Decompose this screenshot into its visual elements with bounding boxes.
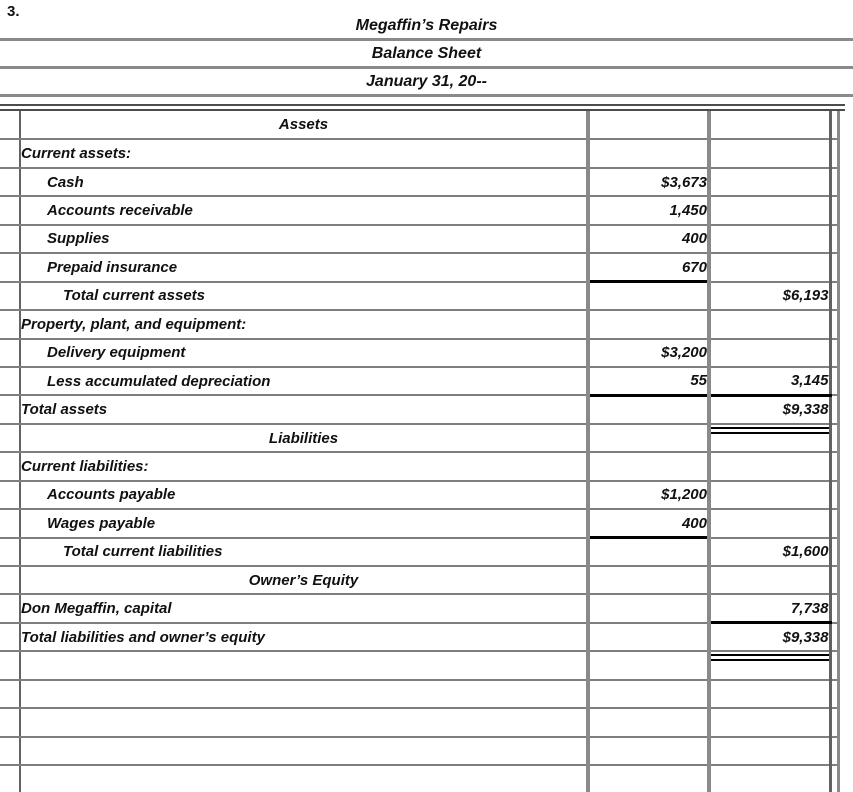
left-margin-cell [0, 509, 20, 537]
amount-col1-cell: 400 [588, 225, 709, 253]
right-margin-cell [838, 651, 853, 679]
right-rule-cell [830, 225, 838, 253]
right-rule-cell [830, 651, 838, 679]
description-cell: Delivery equipment [20, 339, 588, 367]
amount-col1-cell [588, 623, 709, 651]
description-cell: Accounts payable [20, 481, 588, 509]
right-margin-cell [838, 395, 853, 423]
right-rule-cell [830, 196, 838, 224]
amount-col2-cell [709, 680, 830, 708]
amount-col2-cell [709, 225, 830, 253]
description-cell: Prepaid insurance [20, 253, 588, 281]
amount-col1-cell [588, 765, 709, 792]
left-margin-cell [0, 594, 20, 622]
amount-col1-cell [588, 452, 709, 480]
right-margin-cell [838, 566, 853, 594]
amount-col2-cell: $9,338 [709, 395, 830, 423]
description-cell: Total assets [20, 395, 588, 423]
left-margin-cell [0, 680, 20, 708]
right-rule-cell [830, 623, 838, 651]
amount-col1-cell [588, 708, 709, 736]
right-rule-cell [830, 538, 838, 566]
amount-col2-cell [709, 424, 830, 452]
amount-col2-cell [709, 566, 830, 594]
right-rule-cell [830, 424, 838, 452]
right-margin-cell [838, 623, 853, 651]
table-row [0, 680, 853, 708]
amount-col2-cell: 3,145 [709, 367, 830, 395]
left-margin-cell [0, 168, 20, 196]
balance-sheet-rows [0, 111, 853, 792]
table-row [0, 395, 853, 423]
amount-col1-cell: 400 [588, 509, 709, 537]
description-cell: Assets [20, 111, 588, 139]
right-margin-cell [838, 225, 853, 253]
amount-col2-cell [709, 168, 830, 196]
right-margin-cell [838, 594, 853, 622]
description-cell: Total current assets [20, 282, 588, 310]
right-margin-cell [838, 196, 853, 224]
amount-col2-cell [709, 139, 830, 167]
table-row [0, 111, 853, 139]
right-margin-cell [838, 481, 853, 509]
right-margin-cell [838, 737, 853, 765]
left-margin-cell [0, 367, 20, 395]
description-cell: Less accumulated depreciation [20, 367, 588, 395]
right-rule-cell [830, 594, 838, 622]
right-rule-cell [830, 253, 838, 281]
amount-col2-cell [709, 339, 830, 367]
description-cell: Liabilities [20, 424, 588, 452]
left-margin-cell [0, 566, 20, 594]
description-cell: Supplies [20, 225, 588, 253]
description-cell: Total liabilities and owner’s equity [20, 623, 588, 651]
right-margin-cell [838, 708, 853, 736]
description-cell: Accounts receivable [20, 196, 588, 224]
right-rule-cell [830, 481, 838, 509]
amount-col2-cell: $6,193 [709, 282, 830, 310]
table-row [0, 481, 853, 509]
right-margin-cell [838, 310, 853, 338]
description-cell [20, 651, 588, 679]
right-rule-cell [830, 737, 838, 765]
left-margin-cell [0, 424, 20, 452]
right-margin-cell [838, 367, 853, 395]
right-rule-cell [830, 680, 838, 708]
right-rule-cell [830, 367, 838, 395]
report-title-text: Balance Sheet [371, 44, 482, 62]
report-title [0, 41, 853, 69]
table-row [0, 310, 853, 338]
report-header [0, 0, 853, 97]
right-rule-cell [830, 310, 838, 338]
description-cell: Current liabilities: [20, 452, 588, 480]
right-rule-cell [830, 339, 838, 367]
right-margin-cell [838, 765, 853, 792]
description-cell: Property, plant, and equipment: [20, 310, 588, 338]
description-cell: Total current liabilities [20, 538, 588, 566]
table-row [0, 737, 853, 765]
table-row [0, 509, 853, 537]
amount-col2-cell [709, 509, 830, 537]
left-margin-cell [0, 310, 20, 338]
amount-col2-cell [709, 253, 830, 281]
amount-col1-cell [588, 139, 709, 167]
amount-col1-cell [588, 680, 709, 708]
description-cell [20, 737, 588, 765]
amount-col2-cell [709, 765, 830, 792]
table-row [0, 452, 853, 480]
right-margin-cell [838, 339, 853, 367]
table-row [0, 538, 853, 566]
right-rule-cell [830, 452, 838, 480]
amount-col2-cell [709, 111, 830, 139]
description-cell [20, 708, 588, 736]
amount-col1-cell [588, 395, 709, 423]
right-margin-cell [838, 424, 853, 452]
report-date [0, 69, 853, 97]
double-underline [711, 427, 829, 434]
right-rule-cell [830, 282, 838, 310]
right-margin-cell [838, 253, 853, 281]
amount-col1-cell: 55 [588, 367, 709, 395]
left-margin-cell [0, 253, 20, 281]
description-cell [20, 765, 588, 792]
left-margin-cell [0, 339, 20, 367]
report-date-text: January 31, 20-- [366, 72, 487, 90]
right-margin-cell [838, 509, 853, 537]
right-margin-cell [838, 538, 853, 566]
description-cell: Cash [20, 168, 588, 196]
right-margin-cell [838, 168, 853, 196]
table-top-border [0, 104, 845, 111]
amount-col2-cell [709, 196, 830, 224]
amount-col1-cell: 1,450 [588, 196, 709, 224]
description-cell: Wages payable [20, 509, 588, 537]
description-cell: Owner’s Equity [20, 566, 588, 594]
table-row [0, 168, 853, 196]
amount-col1-cell [588, 651, 709, 679]
problem-number: 3. [7, 3, 20, 20]
company-name-text: Megaffin’s Repairs [355, 16, 498, 34]
table-row [0, 566, 853, 594]
amount-col1-cell [588, 594, 709, 622]
left-margin-cell [0, 452, 20, 480]
left-margin-cell [0, 708, 20, 736]
right-rule-cell [830, 168, 838, 196]
amount-col2-cell [709, 708, 830, 736]
left-margin-cell [0, 538, 20, 566]
description-cell: Current assets: [20, 139, 588, 167]
table-row [0, 623, 853, 651]
left-margin-cell [0, 737, 20, 765]
left-margin-cell [0, 623, 20, 651]
left-margin-cell [0, 282, 20, 310]
left-margin-cell [0, 481, 20, 509]
amount-col2-cell [709, 651, 830, 679]
left-margin-cell [0, 225, 20, 253]
amount-col1-cell: $3,673 [588, 168, 709, 196]
description-cell [20, 680, 588, 708]
table-row [0, 765, 853, 792]
amount-col1-cell [588, 282, 709, 310]
amount-col1-cell [588, 737, 709, 765]
amount-col1-cell: $1,200 [588, 481, 709, 509]
table-row [0, 594, 853, 622]
amount-col2-cell [709, 310, 830, 338]
right-rule-cell [830, 708, 838, 736]
right-rule-cell [830, 111, 838, 139]
amount-col2-cell: 7,738 [709, 594, 830, 622]
amount-col2-cell [709, 737, 830, 765]
right-rule-cell [830, 509, 838, 537]
right-rule-cell [830, 765, 838, 792]
table-row [0, 253, 853, 281]
double-underline [711, 654, 829, 661]
table-row [0, 282, 853, 310]
amount-col2-cell [709, 481, 830, 509]
right-rule-cell [830, 566, 838, 594]
table-row [0, 339, 853, 367]
amount-col2-cell [709, 452, 830, 480]
amount-col1-cell [588, 424, 709, 452]
table-row [0, 196, 853, 224]
right-margin-cell [838, 680, 853, 708]
table-row [0, 424, 853, 452]
table-row [0, 708, 853, 736]
company-name [0, 13, 853, 41]
left-margin-cell [0, 111, 20, 139]
amount-col2-cell: $1,600 [709, 538, 830, 566]
left-margin-cell [0, 395, 20, 423]
amount-col1-cell [588, 566, 709, 594]
right-rule-cell [830, 395, 838, 423]
table-row [0, 225, 853, 253]
right-margin-cell [838, 452, 853, 480]
balance-sheet-table [0, 111, 853, 792]
amount-col1-cell [588, 538, 709, 566]
description-cell: Don Megaffin, capital [20, 594, 588, 622]
amount-col1-cell: 670 [588, 253, 709, 281]
right-margin-cell [838, 282, 853, 310]
right-rule-cell [830, 139, 838, 167]
left-margin-cell [0, 765, 20, 792]
amount-col2-cell: $9,338 [709, 623, 830, 651]
table-row [0, 367, 853, 395]
table-row [0, 651, 853, 679]
right-margin-cell [838, 139, 853, 167]
left-margin-cell [0, 139, 20, 167]
amount-col1-cell [588, 310, 709, 338]
table-row [0, 139, 853, 167]
right-margin-cell [838, 111, 853, 139]
left-margin-cell [0, 651, 20, 679]
amount-col1-cell [588, 111, 709, 139]
left-margin-cell [0, 196, 20, 224]
amount-col1-cell: $3,200 [588, 339, 709, 367]
